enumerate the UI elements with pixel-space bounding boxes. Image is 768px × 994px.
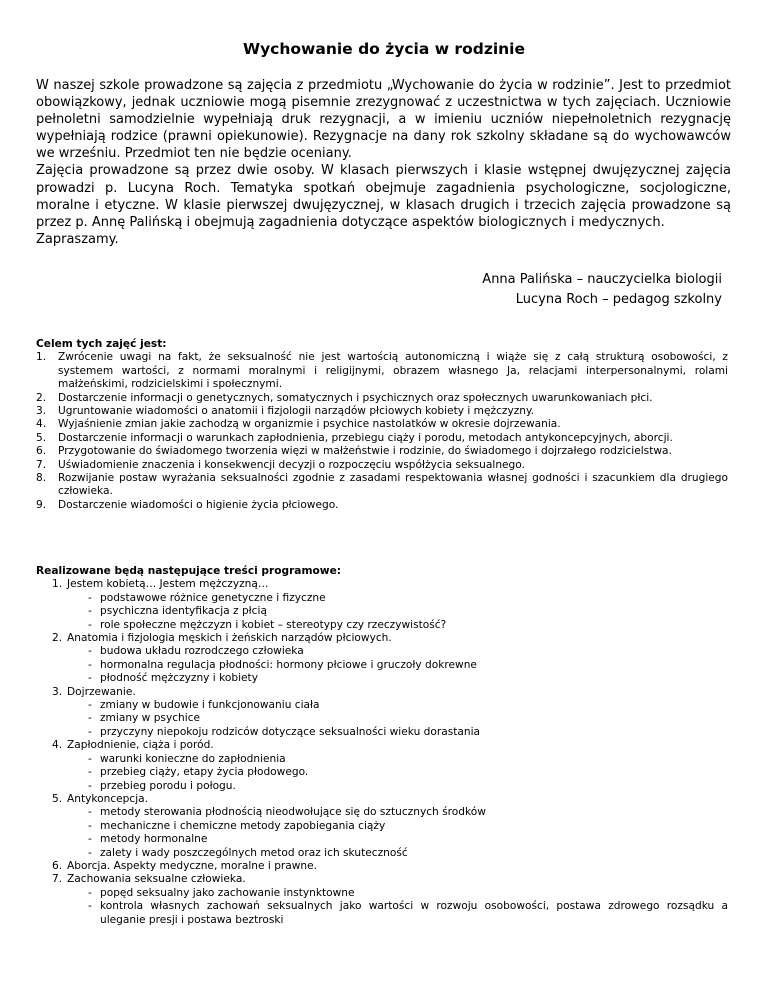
goal-item bbox=[36, 459, 728, 472]
subitem-text: warunki konieczne do zapłodnienia bbox=[100, 752, 286, 765]
program-section bbox=[36, 565, 728, 927]
goals-list bbox=[36, 351, 728, 512]
goal-number: 8. bbox=[36, 472, 47, 485]
topic-subitem bbox=[36, 887, 728, 900]
topic-number: 7. bbox=[52, 873, 63, 886]
goal-text: Dostarczenie wiadomości o higienie życia płciowego. bbox=[58, 498, 339, 511]
goal-text: Dostarczenie informacji o genetycznych, somatycznych i psychicznych oraz społecznych uwarunkowaniach płci. bbox=[58, 391, 653, 404]
bullet-dash: - bbox=[88, 591, 92, 604]
bullet-dash: - bbox=[88, 833, 92, 846]
program-topic bbox=[36, 873, 728, 886]
subitem-text: hormonalna regulacja płodności: hormony płciowe i gruczoły dokrewne bbox=[100, 658, 477, 671]
goal-number: 7. bbox=[36, 458, 47, 471]
goal-item bbox=[36, 445, 728, 458]
topic-subitem bbox=[36, 699, 728, 712]
program-topic bbox=[36, 686, 728, 699]
subitem-text: budowa układu rozrodczego człowieka bbox=[100, 645, 304, 658]
intro-text bbox=[36, 77, 731, 248]
topic-subitem bbox=[36, 847, 728, 860]
topic-subitem bbox=[36, 712, 728, 725]
subitem-text: przyczyny niepokoju rodziców dotyczące seksualności wieku dorastania bbox=[100, 725, 481, 738]
topic-number: 3. bbox=[52, 685, 63, 698]
subitem-text: zmiany w budowie i funkcjonowaniu ciała bbox=[100, 699, 320, 712]
intro-paragraph: Zajęcia prowadzone są przez dwie osoby. W klasach pierwszych i klasie wstępnej dwujęzycznej zajęcia prowadzi p. Lucyna Roch. Tematyka spotkań obejmuje zagadnienia psychologiczne, socjologiczne, moralne i etyczne. W klasie pierwszej dwujęzycznej, w klasach drugich i trzecich zajęcia prowadzone są przez p. Annę Palińską i obejmują zagadnienia dotyczące aspektów biologicznych i medycznych. bbox=[36, 163, 731, 230]
goal-number: 9. bbox=[36, 498, 47, 511]
bullet-dash: - bbox=[88, 846, 92, 859]
subitem-text: metody hormonalne bbox=[100, 833, 208, 846]
intro-closing: Zapraszamy. bbox=[36, 231, 119, 247]
signature-school-pedagogue: Lucyna Roch – pedagog szkolny bbox=[515, 291, 722, 307]
bullet-dash: - bbox=[88, 725, 92, 738]
goal-item bbox=[36, 405, 728, 418]
goal-text: Ugruntowanie wiadomości o anatomii i fizjologii narządów płciowych kobiety i mężczyzny. bbox=[58, 405, 535, 418]
topic-subitem bbox=[36, 605, 728, 618]
bullet-dash: - bbox=[88, 672, 92, 685]
subitem-text: płodność mężczyzny i kobiety bbox=[100, 672, 258, 685]
topic-title: Zapłodnienie, ciąża i poród. bbox=[67, 739, 214, 752]
topic-subitem bbox=[36, 592, 728, 605]
topic-number: 5. bbox=[52, 792, 63, 805]
subitem-text: podstawowe różnice genetyczne i fizyczne bbox=[100, 591, 326, 604]
goals-heading: Celem tych zajęć jest: bbox=[36, 338, 167, 350]
program-topic bbox=[36, 632, 728, 645]
program-topic bbox=[36, 793, 728, 806]
topic-number: 1. bbox=[52, 578, 63, 591]
goal-item bbox=[36, 432, 728, 445]
intro-paragraph: W naszej szkole prowadzone są zajęcia z przedmiotu „Wychowanie do życia w rodzinie”. Jest to przedmiot obowiązkowy, jednak uczniowie mogą pisemnie zrezygnować z uczestnictwa w tych zajęciach. Uczniowie pełnoletni samodzielnie wypełniają druk rezygnacji, a w imieniu uczniów niepełnoletnich rezygnację wypełniają rodzice (prawni opiekunowie). Rezygnacje na dany rok szkolny składane są do wychowawców we wrześniu. Przedmiot ten nie będzie oceniany. bbox=[36, 78, 731, 162]
bullet-dash: - bbox=[88, 658, 92, 671]
goal-text: Rozwijanie postaw wyrażania seksualności zgodnie z zasadami respektowania własnej godności i szacunkiem dla drugiego człowieka. bbox=[58, 472, 728, 498]
topic-number: 2. bbox=[52, 632, 63, 645]
bullet-dash: - bbox=[88, 618, 92, 631]
subitem-text: kontrola własnych zachowań seksualnych jako wartości w rozwoju osobowości, postawa zdrowego rozsądku a uleganie presji i postawa beztroski bbox=[100, 900, 728, 926]
goal-item bbox=[36, 499, 728, 512]
signature-biology-teacher: Anna Palińska – nauczycielka biologii bbox=[482, 272, 722, 287]
subitem-text: zmiany w psychice bbox=[100, 712, 201, 725]
topic-subitem bbox=[36, 833, 728, 846]
topic-subitem bbox=[36, 766, 728, 779]
bullet-dash: - bbox=[88, 766, 92, 779]
topic-title: Anatomia i fizjologia męskich i żeńskich narządów płciowych. bbox=[67, 632, 392, 645]
topic-subitem bbox=[36, 619, 728, 632]
goal-text: Zwrócenie uwagi na fakt, że seksualność nie jest wartością autonomiczną i wiąże się z całą strukturą osobowości, z systemem wartości, z normami moralnymi i religijnymi, obrazem własnego Ja, relacjami interpersonalnymi, rolami małżeńskimi, rodzicielskimi i społecznymi. bbox=[58, 351, 728, 391]
goal-text: Wyjaśnienie zmian jakie zachodzą w organizmie i psychice nastolatków w okresie dojrzewania. bbox=[58, 418, 561, 431]
goal-text: Dostarczenie informacji o warunkach zapłodnienia, przebiegu ciąży i porodu, metodach antykoncepcyjnych, aborcji. bbox=[58, 431, 673, 444]
topic-title: Antykoncepcja. bbox=[67, 792, 149, 805]
program-topic bbox=[36, 578, 728, 591]
subitem-text: zalety i wady poszczególnych metod oraz ich skuteczność bbox=[100, 846, 408, 859]
topic-subitem bbox=[36, 726, 728, 739]
subitem-text: przebieg porodu i połogu. bbox=[100, 779, 236, 792]
topic-title: Zachowania seksualne człowieka. bbox=[67, 873, 246, 886]
bullet-dash: - bbox=[88, 886, 92, 899]
bullet-dash: - bbox=[88, 645, 92, 658]
goal-item bbox=[36, 351, 728, 391]
bullet-dash: - bbox=[88, 819, 92, 832]
program-topic bbox=[36, 860, 728, 873]
bullet-dash: - bbox=[88, 900, 92, 913]
topic-subitem bbox=[36, 645, 728, 658]
goal-number: 4. bbox=[36, 418, 47, 431]
subitem-text: popęd seksualny jako zachowanie instynktowne bbox=[100, 886, 355, 899]
topic-title: Jestem kobietą… Jestem mężczyzną… bbox=[67, 578, 269, 591]
goal-number: 5. bbox=[36, 431, 47, 444]
program-topic bbox=[36, 739, 728, 752]
bullet-dash: - bbox=[88, 752, 92, 765]
topic-subitem bbox=[36, 806, 728, 819]
bullet-dash: - bbox=[88, 712, 92, 725]
topic-subitem bbox=[36, 672, 728, 685]
goal-item bbox=[36, 472, 728, 499]
bullet-dash: - bbox=[88, 699, 92, 712]
goal-number: 1. bbox=[36, 351, 47, 364]
subitem-text: metody sterowania płodnością nieodwołujące się do sztucznych środków bbox=[100, 806, 486, 819]
topic-title: Dojrzewanie. bbox=[67, 685, 136, 698]
document-title: Wychowanie do życia w rodzinie bbox=[242, 40, 526, 58]
goal-number: 3. bbox=[36, 405, 47, 418]
goal-item bbox=[36, 392, 728, 405]
bullet-dash: - bbox=[88, 779, 92, 792]
goal-text: Przygotowanie do świadomego tworzenia więzi w małżeństwie i rodzinie, do świadomego i dojrzałego rodzicielstwa. bbox=[58, 445, 672, 458]
subitem-text: przebieg ciąży, etapy życia płodowego. bbox=[100, 766, 309, 779]
topic-subitem bbox=[36, 900, 728, 927]
subitem-text: mechaniczne i chemiczne metody zapobiegania ciąży bbox=[100, 819, 386, 832]
topic-subitem bbox=[36, 820, 728, 833]
goal-item bbox=[36, 418, 728, 431]
goal-number: 2. bbox=[36, 391, 47, 404]
subitem-text: role społeczne mężczyzn i kobiet – stereotypy czy rzeczywistość? bbox=[100, 618, 447, 631]
topic-number: 6. bbox=[52, 859, 63, 872]
goal-text: Uświadomienie znaczenia i konsekwencji decyzji o rozpoczęciu współżycia seksualnego. bbox=[58, 458, 525, 471]
subitem-text: psychiczna identyfikacja z płcią bbox=[100, 605, 267, 618]
bullet-dash: - bbox=[88, 605, 92, 618]
goals-section bbox=[36, 338, 728, 512]
goal-number: 6. bbox=[36, 445, 47, 458]
bullet-dash: - bbox=[88, 806, 92, 819]
signatures bbox=[482, 270, 722, 309]
topic-subitem bbox=[36, 753, 728, 766]
topic-title: Aborcja. Aspekty medyczne, moralne i prawne. bbox=[67, 859, 318, 872]
topic-number: 4. bbox=[52, 739, 63, 752]
topic-subitem bbox=[36, 780, 728, 793]
program-heading: Realizowane będą następujące treści programowe: bbox=[36, 565, 341, 577]
topic-subitem bbox=[36, 659, 728, 672]
